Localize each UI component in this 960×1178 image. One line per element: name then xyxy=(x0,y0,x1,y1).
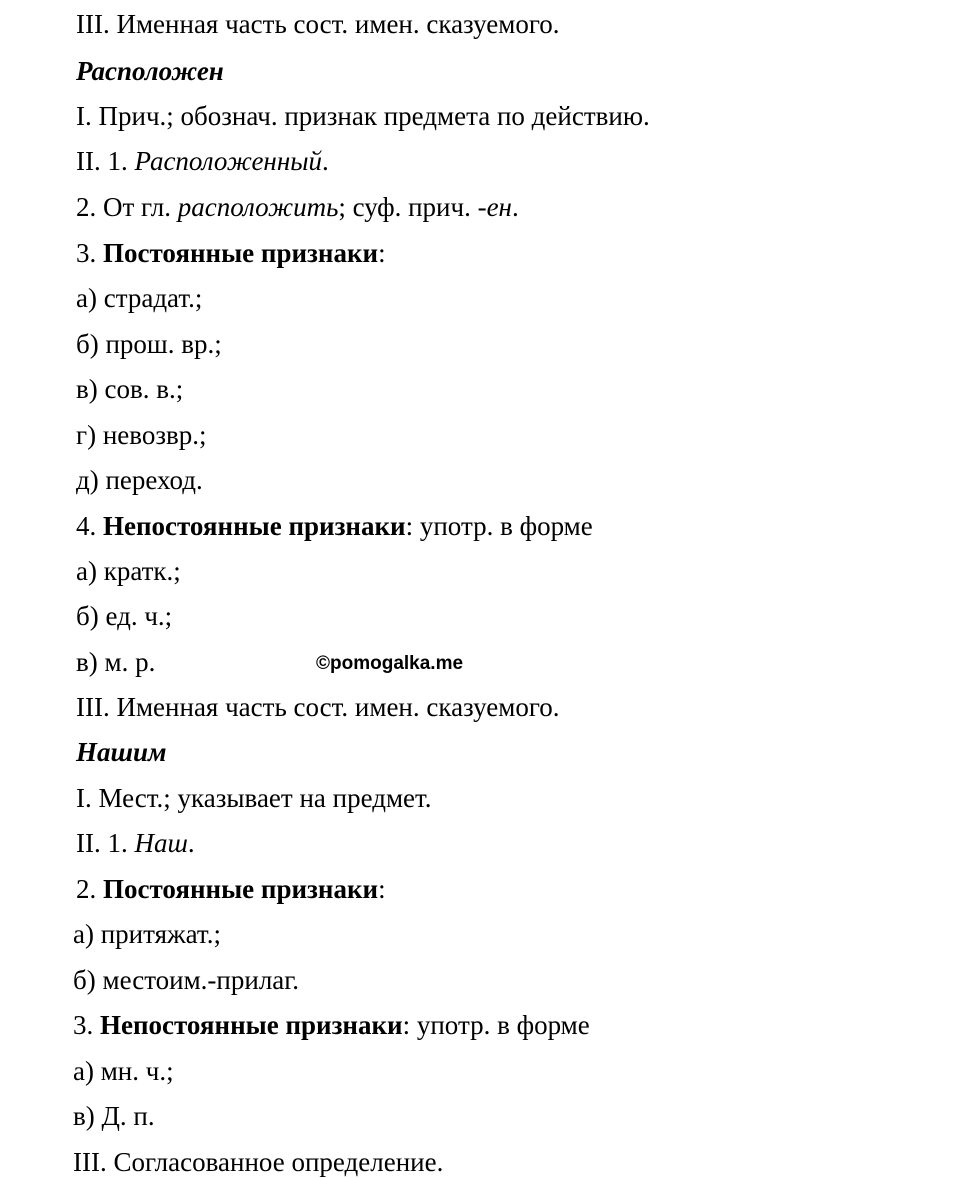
line-text: I. Мест.; указывает на предмет. xyxy=(76,783,432,813)
text-line xyxy=(76,782,432,814)
line-text: в) м. р. xyxy=(76,647,156,677)
text-line xyxy=(76,873,386,905)
line-text: 3. xyxy=(76,238,103,268)
list-item xyxy=(76,646,155,678)
text-line xyxy=(76,691,560,723)
line-text: б) местоим.-прилаг. xyxy=(73,965,300,995)
line-text: в) Д. п. xyxy=(73,1101,155,1131)
text-line xyxy=(76,827,195,859)
list-item xyxy=(73,1055,174,1087)
list-item xyxy=(76,282,202,314)
line-text: а) мн. ч.; xyxy=(73,1056,174,1086)
heading-text: Нашим xyxy=(76,737,167,767)
line-text: II. 1. xyxy=(76,146,135,176)
list-item xyxy=(76,419,206,451)
line-text: ; суф. прич. xyxy=(338,192,478,222)
line-text: . xyxy=(322,146,329,176)
line-text: II. 1. xyxy=(76,828,135,858)
line-text: д) переход. xyxy=(76,465,203,495)
line-text: б) прош. вр.; xyxy=(76,329,222,359)
list-item xyxy=(73,918,221,950)
italic-word: расположить xyxy=(177,192,339,222)
line-text: . xyxy=(187,828,195,858)
line-text: III. Именная часть сост. имен. сказуемого. xyxy=(76,9,560,39)
text-line xyxy=(76,8,560,40)
line-text: : употр. в форме xyxy=(405,511,593,541)
text-line xyxy=(73,1009,590,1041)
bold-label: Непостоянные признаки xyxy=(103,511,406,541)
line-text: : xyxy=(378,238,386,268)
line-text: 3. xyxy=(73,1010,100,1040)
text-line xyxy=(76,145,329,177)
list-item xyxy=(76,373,183,405)
line-text: : употр. в форме xyxy=(402,1010,590,1040)
italic-word: Расположенный xyxy=(134,146,323,176)
list-item xyxy=(76,555,181,587)
line-text: 2. От гл. xyxy=(76,192,178,222)
bold-label: Постоянные признаки xyxy=(103,874,379,904)
italic-word: Наш xyxy=(134,828,188,858)
list-item xyxy=(76,328,222,360)
line-text: а) кратк.; xyxy=(76,556,181,586)
line-text: 4. xyxy=(76,511,103,541)
line-text: : xyxy=(378,874,386,904)
line-text: III. Именная часть сост. имен. сказуемого. xyxy=(76,692,560,722)
bold-label: Постоянные признаки xyxy=(103,238,379,268)
line-text: I. Прич.; обознач. признак предмета по действию. xyxy=(76,101,650,131)
line-text: 2. xyxy=(76,874,103,904)
watermark: ©pomogalka.me xyxy=(316,653,464,674)
text-line xyxy=(73,1146,443,1178)
list-item xyxy=(76,600,172,632)
line-text: в) сов. в.; xyxy=(76,374,184,404)
list-item xyxy=(73,964,299,996)
line-text: . xyxy=(511,192,519,222)
line-text: б) ед. ч.; xyxy=(76,601,173,631)
line-text: а) страдат.; xyxy=(76,283,203,313)
list-item xyxy=(73,1100,155,1132)
list-item xyxy=(76,464,203,496)
line-text: г) невозвр.; xyxy=(76,420,207,450)
word-heading-raspolozhen xyxy=(76,55,224,87)
text-line xyxy=(76,100,650,132)
bold-label: Непостоянные признаки xyxy=(100,1010,403,1040)
word-heading-nashim xyxy=(76,736,167,768)
italic-suffix: -ен xyxy=(477,192,512,222)
text-line xyxy=(76,510,593,542)
line-text: III. Согласованное определение. xyxy=(73,1147,444,1177)
text-line xyxy=(76,191,519,223)
text-line xyxy=(76,237,386,269)
line-text: а) притяжат.; xyxy=(73,919,221,949)
heading-text: Расположен xyxy=(76,56,224,86)
